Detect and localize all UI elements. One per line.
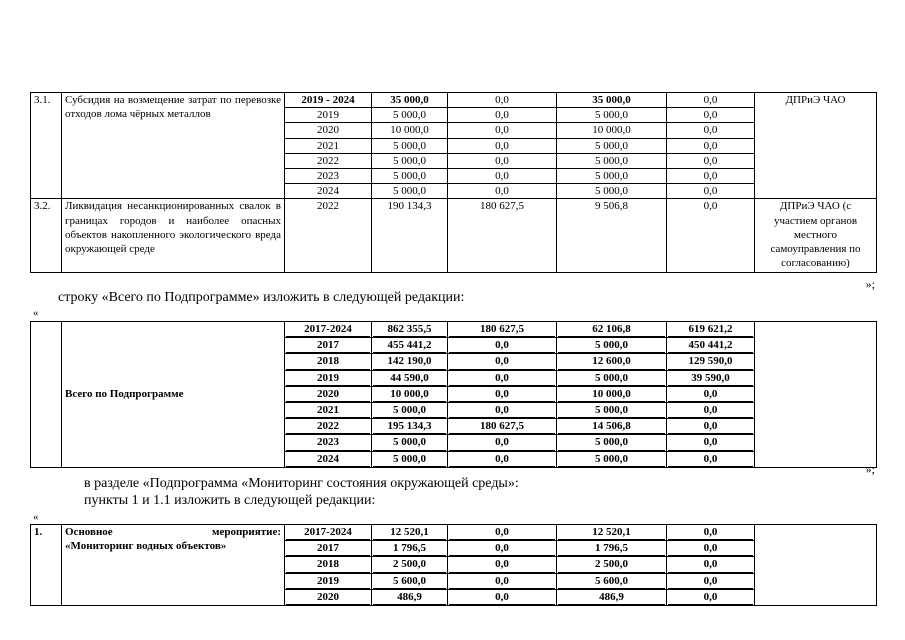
- open-quote: «: [33, 307, 39, 319]
- year-cell: 2019 - 2024: [285, 93, 372, 108]
- c4-cell: [667, 541, 755, 557]
- cell-value: 0,0: [449, 387, 555, 402]
- measure-name: [62, 525, 285, 606]
- year-cell: [285, 451, 372, 467]
- year-cell: [285, 403, 372, 419]
- total-cell: [372, 354, 448, 370]
- total-cell: [372, 338, 448, 354]
- cell-value: 2024: [286, 452, 370, 467]
- c4-cell: [667, 419, 755, 435]
- other-cell: 0,0: [667, 93, 755, 108]
- c4-cell: [667, 322, 755, 338]
- measure-name-line: «Мониторинг водных объектов»: [65, 540, 227, 553]
- cell-value: 0,0: [449, 338, 555, 353]
- year-cell: [285, 525, 372, 541]
- c3-cell: [557, 573, 667, 589]
- cell-value: 450 441,2: [668, 338, 753, 353]
- cell-value: 0,0: [668, 590, 753, 605]
- table-row: [31, 322, 877, 338]
- total-cell: [372, 403, 448, 419]
- cell-value: 455 441,2: [373, 338, 446, 353]
- instruction-text: в разделе «Подпрограмма «Мониторинг состояния окружающей среды»:: [84, 476, 519, 491]
- year-cell: [285, 573, 372, 589]
- year-cell: 2019: [285, 108, 372, 123]
- cell-value: 142 190,0: [373, 354, 446, 369]
- cell-value: 180 627,5: [449, 322, 555, 337]
- cell-value: 0,0: [668, 387, 753, 402]
- year-cell: [285, 589, 372, 605]
- federal-cell: 0,0: [448, 184, 557, 199]
- cell-value: 2017-2024: [286, 322, 370, 337]
- cell-value: 2017: [286, 541, 370, 556]
- regional-cell: 35 000,0: [557, 93, 667, 108]
- c4-cell: [667, 370, 755, 386]
- year-cell: [285, 435, 372, 451]
- total-cell: 5 000,0: [372, 169, 448, 184]
- cell-value: 5 000,0: [558, 452, 665, 467]
- c2-cell: [448, 557, 557, 573]
- cell-value: 486,9: [373, 590, 446, 605]
- c2-cell: [448, 370, 557, 386]
- cell-value: 12 520,1: [373, 525, 446, 540]
- c4-cell: [667, 451, 755, 467]
- year-cell: [285, 354, 372, 370]
- year-cell: [285, 386, 372, 402]
- empty-cell: [31, 322, 62, 468]
- total-cell: 10 000,0: [372, 123, 448, 138]
- total-cell: [372, 557, 448, 573]
- c3-cell: [557, 541, 667, 557]
- cell-value: 0,0: [449, 435, 555, 450]
- cell-value: 62 106,8: [558, 322, 665, 337]
- c2-cell: [448, 403, 557, 419]
- total-cell: 5 000,0: [372, 184, 448, 199]
- total-cell: [372, 419, 448, 435]
- regional-cell: 9 506,8: [557, 199, 667, 273]
- cell-value: 10 000,0: [558, 387, 665, 402]
- cell-value: 39 590,0: [668, 371, 753, 386]
- cell-value: 0,0: [668, 557, 753, 572]
- cell-value: 2019: [286, 371, 370, 386]
- total-cell: [372, 451, 448, 467]
- federal-cell: 0,0: [448, 93, 557, 108]
- cell-value: 2017: [286, 338, 370, 353]
- other-cell: 0,0: [667, 169, 755, 184]
- row-number: 3.2.: [31, 199, 62, 273]
- other-cell: 0,0: [667, 199, 755, 273]
- monitoring-table: [30, 524, 877, 606]
- cell-value: 0,0: [668, 419, 753, 434]
- cell-value: 5 000,0: [558, 435, 665, 450]
- cell-value: 10 000,0: [373, 387, 446, 402]
- year-cell: 2023: [285, 169, 372, 184]
- total-cell: [372, 322, 448, 338]
- c2-cell: [448, 589, 557, 605]
- year-cell: 2022: [285, 199, 372, 273]
- year-cell: [285, 541, 372, 557]
- c2-cell: [448, 573, 557, 589]
- cell-value: 12 520,1: [558, 525, 665, 540]
- cell-value: 14 506,8: [558, 419, 665, 434]
- cell-value: 0,0: [449, 590, 555, 605]
- cell-value: 2 500,0: [558, 557, 665, 572]
- other-cell: 0,0: [667, 123, 755, 138]
- cell-value: 619 621,2: [668, 322, 753, 337]
- open-quote: «: [33, 511, 39, 523]
- c3-cell: [557, 338, 667, 354]
- c4-cell: [667, 403, 755, 419]
- cell-value: 2 500,0: [373, 557, 446, 572]
- end-quote: »;: [865, 277, 875, 291]
- c2-cell: [448, 419, 557, 435]
- year-cell: [285, 419, 372, 435]
- cell-value: 5 000,0: [373, 452, 446, 467]
- cell-value: 862 355,5: [373, 322, 446, 337]
- instruction-text: строку «Всего по Подпрограмме» изложить в следующей редакции:: [58, 290, 465, 305]
- instruction-text: пункты 1 и 1.1 изложить в следующей редакции:: [84, 493, 376, 508]
- total-cell: 5 000,0: [372, 153, 448, 168]
- year-cell: 2020: [285, 123, 372, 138]
- other-cell: 0,0: [667, 153, 755, 168]
- row-number: 3.1.: [31, 93, 62, 199]
- c2-cell: [448, 541, 557, 557]
- cell-value: 1 796,5: [558, 541, 665, 556]
- cell-value: 2018: [286, 354, 370, 369]
- c2-cell: [448, 525, 557, 541]
- cell-value: 2020: [286, 590, 370, 605]
- c2-cell: [448, 435, 557, 451]
- year-cell: 2022: [285, 153, 372, 168]
- federal-cell: 0,0: [448, 169, 557, 184]
- responsible-cell: [755, 525, 877, 606]
- cell-value: 0,0: [668, 574, 753, 589]
- cell-value: 0,0: [668, 525, 753, 540]
- cell-value: 0,0: [668, 452, 753, 467]
- c3-cell: [557, 386, 667, 402]
- total-cell: 35 000,0: [372, 93, 448, 108]
- cell-value: 2021: [286, 403, 370, 418]
- cell-value: 5 600,0: [558, 574, 665, 589]
- c3-cell: [557, 525, 667, 541]
- regional-cell: 5 000,0: [557, 169, 667, 184]
- total-cell: [372, 589, 448, 605]
- cell-value: 0,0: [668, 403, 753, 418]
- c3-cell: [557, 435, 667, 451]
- cell-value: 0,0: [449, 371, 555, 386]
- total-cell: 5 000,0: [372, 108, 448, 123]
- cell-value: 5 000,0: [373, 435, 446, 450]
- c3-cell: [557, 419, 667, 435]
- measure-name: Субсидия на возмещение затрат по перевозке отходов лома чёрных металлов: [62, 93, 285, 199]
- responsible-cell: ДПРиЭ ЧАО (с участием органов местного самоуправления по согласованию): [755, 199, 877, 273]
- cell-value: 0,0: [449, 541, 555, 556]
- total-cell: 5 000,0: [372, 138, 448, 153]
- other-cell: 0,0: [667, 108, 755, 123]
- total-cell: [372, 370, 448, 386]
- c3-cell: [557, 370, 667, 386]
- cell-value: 5 000,0: [558, 371, 665, 386]
- cell-value: 0,0: [668, 541, 753, 556]
- c2-cell: [448, 338, 557, 354]
- cell-value: 5 000,0: [373, 403, 446, 418]
- cell-value: 0,0: [449, 452, 555, 467]
- cell-value: 180 627,5: [449, 419, 555, 434]
- cell-value: 195 134,3: [373, 419, 446, 434]
- total-cell: [372, 435, 448, 451]
- c4-cell: [667, 435, 755, 451]
- subprogram-table-section-3: [30, 92, 877, 273]
- other-cell: 0,0: [667, 138, 755, 153]
- c2-cell: [448, 322, 557, 338]
- cell-value: 5 000,0: [558, 338, 665, 353]
- regional-cell: 5 000,0: [557, 138, 667, 153]
- other-cell: 0,0: [667, 184, 755, 199]
- cell-value: 0,0: [668, 435, 753, 450]
- federal-cell: 0,0: [448, 108, 557, 123]
- total-cell: [372, 541, 448, 557]
- cell-value: 486,9: [558, 590, 665, 605]
- regional-cell: 5 000,0: [557, 153, 667, 168]
- measure-name-line: [65, 525, 281, 539]
- cell-value: 0,0: [449, 574, 555, 589]
- c3-cell: [557, 322, 667, 338]
- responsible-cell: ДПРиЭ ЧАО: [755, 93, 877, 199]
- end-quote: »;: [865, 462, 875, 476]
- c3-cell: [557, 557, 667, 573]
- measure-word: Основное: [65, 526, 113, 538]
- cell-value: 129 590,0: [668, 354, 753, 369]
- federal-cell: 0,0: [448, 153, 557, 168]
- c2-cell: [448, 451, 557, 467]
- table-row: [31, 93, 877, 108]
- measure-name: Ликвидация несанкционированных свалок в границах городов и наиболее опасных объектов накопленного экологического вреда окружающей среде: [62, 199, 285, 273]
- total-cell: 190 134,3: [372, 199, 448, 273]
- cell-value: 2019: [286, 574, 370, 589]
- c4-cell: [667, 557, 755, 573]
- total-cell: [372, 573, 448, 589]
- c3-cell: [557, 451, 667, 467]
- cell-value: 0,0: [449, 557, 555, 572]
- c2-cell: [448, 354, 557, 370]
- c3-cell: [557, 354, 667, 370]
- cell-value: 2017-2024: [286, 525, 370, 540]
- cell-value: 2020: [286, 387, 370, 402]
- row-number: 1.: [31, 525, 62, 606]
- year-cell: 2024: [285, 184, 372, 199]
- c4-cell: [667, 589, 755, 605]
- federal-cell: 180 627,5: [448, 199, 557, 273]
- cell-value: 2018: [286, 557, 370, 572]
- year-cell: 2021: [285, 138, 372, 153]
- cell-value: 12 600,0: [558, 354, 665, 369]
- c4-cell: [667, 338, 755, 354]
- c4-cell: [667, 573, 755, 589]
- cell-value: 2023: [286, 435, 370, 450]
- total-label: Всего по Подпрограмме: [62, 322, 285, 468]
- table-row: [31, 199, 877, 273]
- c2-cell: [448, 386, 557, 402]
- year-cell: [285, 338, 372, 354]
- regional-cell: 10 000,0: [557, 123, 667, 138]
- regional-cell: 5 000,0: [557, 184, 667, 199]
- subprogram-total-table: [30, 321, 877, 468]
- federal-cell: 0,0: [448, 123, 557, 138]
- responsible-cell: [755, 322, 877, 468]
- cell-value: 0,0: [449, 354, 555, 369]
- cell-value: 1 796,5: [373, 541, 446, 556]
- c4-cell: [667, 525, 755, 541]
- c3-cell: [557, 589, 667, 605]
- total-cell: [372, 386, 448, 402]
- regional-cell: 5 000,0: [557, 108, 667, 123]
- measure-word: мероприятие:: [211, 526, 281, 538]
- cell-value: 2022: [286, 419, 370, 434]
- c3-cell: [557, 403, 667, 419]
- federal-cell: 0,0: [448, 138, 557, 153]
- c4-cell: [667, 386, 755, 402]
- c4-cell: [667, 354, 755, 370]
- cell-value: 0,0: [449, 525, 555, 540]
- cell-value: 44 590,0: [373, 371, 446, 386]
- cell-value: 5 000,0: [558, 403, 665, 418]
- table-row: [31, 525, 877, 541]
- cell-value: 5 600,0: [373, 574, 446, 589]
- total-cell: [372, 525, 448, 541]
- year-cell: [285, 370, 372, 386]
- cell-value: 0,0: [449, 403, 555, 418]
- year-cell: [285, 322, 372, 338]
- year-cell: [285, 557, 372, 573]
